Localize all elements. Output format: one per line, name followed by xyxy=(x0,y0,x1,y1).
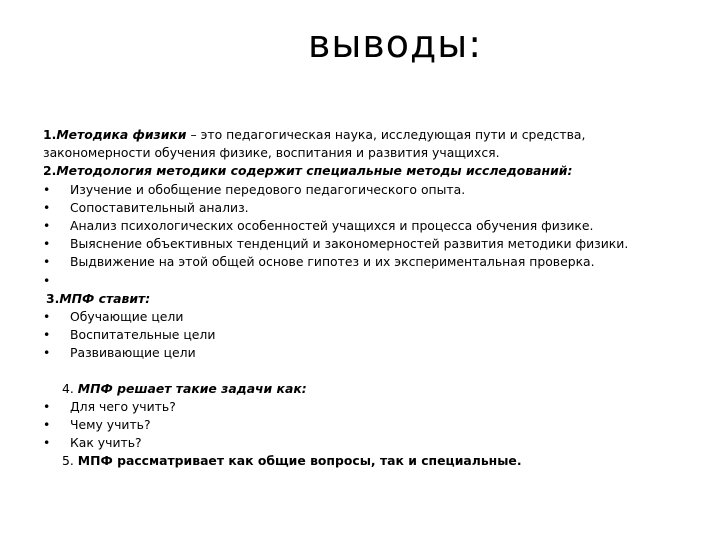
point-3-heading-text: МПФ ставит: xyxy=(59,290,151,306)
list-item xyxy=(43,434,683,452)
bullet: • xyxy=(43,345,51,361)
spacer xyxy=(43,363,683,380)
point-5-text: МПФ рассматривает как общие вопросы, так и специальные. xyxy=(77,453,522,469)
list-item xyxy=(43,217,683,235)
list-item-text: Сопоставительный анализ. xyxy=(70,199,249,215)
bullet: • xyxy=(43,417,51,433)
list-item xyxy=(43,199,683,217)
bullet: • xyxy=(43,435,51,451)
list-item xyxy=(43,272,683,290)
list-item xyxy=(43,181,683,199)
list-item-text: Развивающие цели xyxy=(70,345,196,361)
list-item-text: Как учить? xyxy=(70,435,142,451)
list-item-text: Выдвижение на этой общей основе гипотез и их экспериментальная проверка. xyxy=(70,254,595,270)
bullet: • xyxy=(43,236,51,252)
list-item xyxy=(43,344,683,362)
list-item xyxy=(43,416,683,434)
point-1-text: – это педагогическая наука, исследующая пути и средства, закономерности обучения физике, воспитания и развития учащихся. xyxy=(43,127,586,161)
list-item-text: Выяснение объективных тенденций и закономерностей развития методики физики. xyxy=(70,236,629,252)
point-3-number: 3. xyxy=(46,290,60,306)
bullet: • xyxy=(43,327,51,343)
point-4-number: 4. xyxy=(62,380,74,396)
list-item xyxy=(43,253,683,271)
list-item-text: Воспитательные цели xyxy=(70,327,216,343)
list-item xyxy=(43,308,683,326)
bullet: • xyxy=(43,218,51,234)
point-3-heading xyxy=(43,290,683,308)
point-2-heading xyxy=(43,162,683,180)
point-4-heading xyxy=(43,380,683,398)
point-2-heading-text: Методология методики содержит специальные методы исследований: xyxy=(56,163,573,179)
list-item xyxy=(43,235,683,253)
bullet: • xyxy=(43,181,51,197)
slide-title: выводы: xyxy=(307,22,483,66)
point-5 xyxy=(43,452,683,470)
list-item-text: Для чего учить? xyxy=(70,398,176,414)
list-item-text: Обучающие цели xyxy=(70,309,184,325)
point-1-number: 1. xyxy=(43,127,57,142)
bullet: • xyxy=(43,199,51,215)
list-item xyxy=(43,398,683,416)
point-5-number: 5. xyxy=(62,453,74,469)
list-item xyxy=(43,326,683,344)
bullet: • xyxy=(43,272,51,288)
bullet: • xyxy=(43,254,51,270)
point-4-heading-text: МПФ решает такие задачи как: xyxy=(77,380,307,396)
list-item-text: Анализ психологических особенностей учащихся и процесса обучения физике. xyxy=(70,218,594,234)
slide-content xyxy=(43,126,683,471)
point-2-number: 2. xyxy=(43,163,57,179)
list-item-text: Изучение и обобщение передового педагогического опыта. xyxy=(70,181,466,197)
bullet: • xyxy=(43,309,51,325)
point-1-term: Методика физики xyxy=(56,127,187,142)
list-item-text: Чему учить? xyxy=(70,417,151,433)
point-1 xyxy=(43,126,683,162)
bullet: • xyxy=(43,398,51,414)
